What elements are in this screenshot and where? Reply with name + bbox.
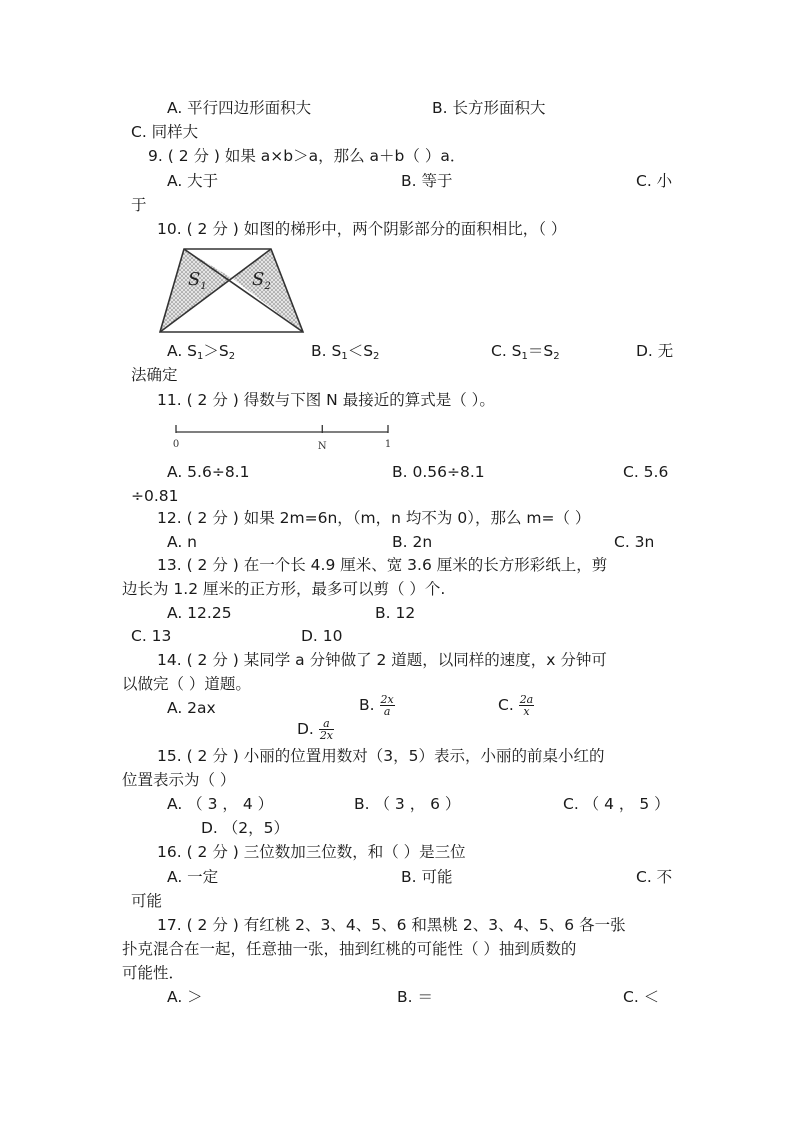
q17-stem-line2: 扑克混合在一起，任意抽一张，抽到红桃的可能性（ ）抽到质数的	[122, 940, 577, 958]
q16-option-c-cont: 可能	[131, 892, 163, 910]
q14-option-c-fraction: $\frac{2a}{x}$	[519, 693, 534, 718]
q10-option-d-cont: 法确定	[131, 366, 178, 384]
label-s2: $S_2$	[252, 269, 271, 292]
q16-option-a: A. 一定	[167, 868, 219, 886]
q15-option-c: C. （ 4 ， 5 ）	[563, 795, 670, 813]
q11-option-a: A. 5.6÷8.1	[167, 463, 250, 481]
q15-stem-line2: 位置表示为（ ）	[122, 771, 236, 789]
q11-option-c-cont: ÷0.81	[131, 487, 179, 505]
q8-option-c: C. 同样大	[131, 123, 199, 141]
q10-option-c: C. $S_1=S_2$	[491, 342, 560, 362]
q16-option-b: B. 可能	[401, 868, 453, 886]
q14-option-d-fraction: $\frac{a}{2x}$	[319, 717, 334, 742]
q9-option-c: C. 小	[636, 172, 673, 190]
q15-stem-line1: 15. ( 2 分 ) 小丽的位置用数对（3，5）表示，小丽的前桌小红的	[157, 747, 605, 765]
q17-stem-line3: 可能性．	[122, 964, 185, 982]
q9-option-c-cont: 于	[131, 196, 147, 214]
q8-option-b: B. 长方形面积大	[432, 99, 546, 117]
q14-option-b: B. $\frac{2x}{a}$	[359, 693, 394, 718]
tick-label-0: 0	[172, 439, 180, 450]
q13-option-a: A. 12.25	[167, 604, 232, 622]
q17-stem-line1: 17. ( 2 分 ) 有红桃 2、3、4、5、6 和黑桃 2、3、4、5、6 各一张	[157, 916, 626, 934]
q9-stem: 9. ( 2 分 ) 如果 a×b＞a，那么 a＋b（ ）a．	[148, 147, 466, 165]
q10-option-a: A. $S_1>S_2$	[167, 342, 236, 362]
q15-option-d: D. （2，5）	[201, 819, 290, 837]
q17-option-b: B. ＝	[397, 988, 433, 1006]
q13-option-c: C. 13	[131, 627, 172, 645]
q12-stem: 12. ( 2 分 ) 如果 2m=6n，（m，n 均不为 0），那么 m=（ ）	[157, 509, 591, 527]
q9-option-b: B. 等于	[401, 172, 453, 190]
q10-stem: 10. ( 2 分 ) 如图的梯形中，两个阴影部分的面积相比，（ ）	[157, 220, 567, 238]
q17-option-c: C. ＜	[623, 988, 660, 1006]
q12-option-a: A. n	[167, 533, 198, 551]
q10-option-b: B. $S_1<S_2$	[311, 342, 380, 362]
tick-label-n: N	[317, 441, 327, 452]
q13-option-d: D. 10	[301, 627, 343, 645]
q11-option-c: C. 5.6	[623, 463, 669, 481]
q11-option-b: B. 0.56÷8.1	[392, 463, 485, 481]
q14-option-c: C. $\frac{2a}{x}$	[498, 693, 534, 718]
q12-option-c: C. 3n	[614, 533, 655, 551]
q14-stem-line2: 以做完（ ）道题。	[122, 675, 251, 693]
q16-option-c: C. 不	[636, 868, 673, 886]
q11-stem: 11. ( 2 分 ) 得数与下图 N 最接近的算式是（ ）。	[157, 391, 495, 409]
tick-label-1: 1	[384, 439, 392, 450]
trapezoid-figure	[155, 245, 310, 337]
number-line-figure	[168, 420, 398, 456]
q15-option-a: A. （ 3 ， 4 ）	[167, 795, 274, 813]
q13-stem-line1: 13. ( 2 分 ) 在一个长 4.9 厘米、宽 3.6 厘米的长方形彩纸上，剪	[157, 556, 608, 574]
q14-option-a: A. 2ax	[167, 699, 216, 717]
q14-option-d: D. $\frac{a}{2x}$	[297, 717, 334, 742]
q12-option-b: B. 2n	[392, 533, 433, 551]
q14-stem-line1: 14. ( 2 分 ) 某同学 a 分钟做了 2 道题，以同样的速度，x 分钟可	[157, 651, 607, 669]
q8-option-a: A. 平行四边形面积大	[167, 99, 312, 117]
label-s1: $S_1$	[188, 269, 207, 292]
q13-stem-line2: 边长为 1.2 厘米的正方形，最多可以剪（ ）个.	[122, 580, 446, 598]
q15-option-b: B. （ 3 ， 6 ）	[354, 795, 461, 813]
q13-option-b: B. 12	[375, 604, 416, 622]
q14-option-b-fraction: $\frac{2x}{a}$	[380, 693, 394, 718]
q9-option-a: A. 大于	[167, 172, 219, 190]
q17-option-a: A. ＞	[167, 988, 203, 1006]
q16-stem: 16. ( 2 分 ) 三位数加三位数，和（ ）是三位	[157, 843, 466, 861]
shaded-region-s1	[160, 249, 233, 332]
q10-option-d: D. 无	[636, 342, 674, 360]
